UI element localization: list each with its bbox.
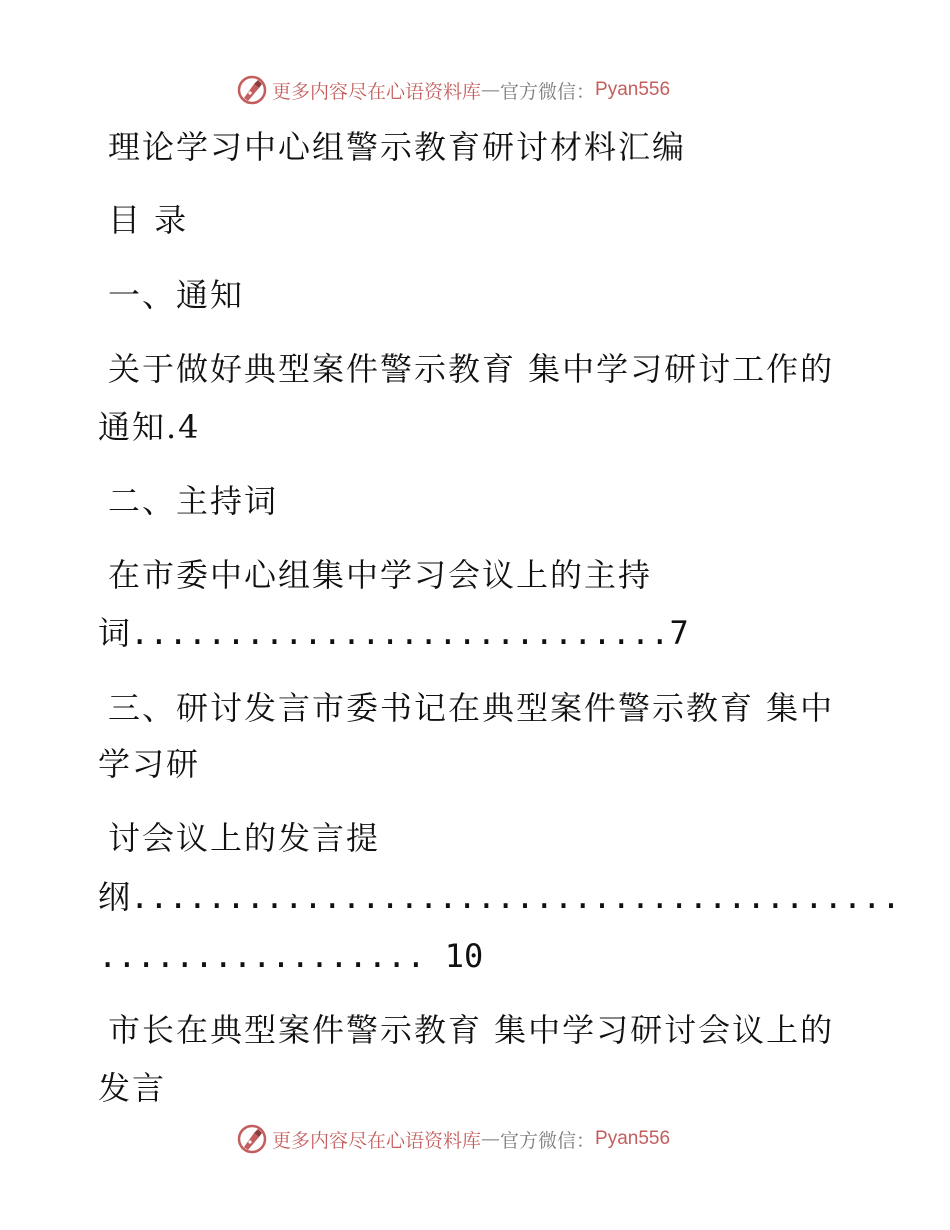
watermark-site-text: 更多内容尽在心语资料库 <box>272 1129 482 1152</box>
watermark-separator: — <box>481 79 501 101</box>
toc-entry-line: ................. 10 <box>98 937 484 975</box>
toc-entry-line: 在市委中心组集中学习会议上的主持 <box>108 556 653 594</box>
watermark-separator: — <box>481 1128 501 1150</box>
toc-entry-line: 纲........................................ <box>98 878 901 916</box>
document-title: 理论学习中心组警示教育研讨材料汇编 <box>108 128 687 166</box>
toc-entry-line: 市长在典型案件警示教育 集中学习研讨会议上的 <box>108 1011 835 1049</box>
watermark-label: 官方微信： <box>500 1129 596 1152</box>
watermark-site-text: 更多内容尽在心语资料库 <box>272 80 482 103</box>
watermark-label: 官方微信： <box>500 80 596 103</box>
footer-watermark <box>236 1122 670 1156</box>
watermark-wechat-id: Pyan556 <box>595 1128 671 1149</box>
toc-entry-line: 关于做好典型案件警示教育 集中学习研讨工作的 <box>108 350 835 388</box>
toc-entry-line: 三、研讨发言市委书记在典型案件警示教育 集中 <box>108 689 835 727</box>
header-watermark <box>236 73 670 107</box>
toc-heading: 目 录 <box>108 201 189 239</box>
pen-nib-seal-icon <box>236 74 268 106</box>
toc-entry-line: 词............................7 <box>98 614 689 652</box>
toc-section-heading: 一、通知 <box>108 276 245 314</box>
toc-entry-line: 学习研 <box>98 745 201 783</box>
toc-entry-line: 发言 <box>98 1069 167 1107</box>
toc-entry-line: 通知.4 <box>98 408 201 446</box>
pen-nib-seal-icon <box>236 1123 268 1155</box>
toc-section-heading: 二、主持词 <box>108 482 279 520</box>
watermark-wechat-id: Pyan556 <box>595 79 671 100</box>
toc-entry-line: 讨会议上的发言提 <box>108 819 381 857</box>
